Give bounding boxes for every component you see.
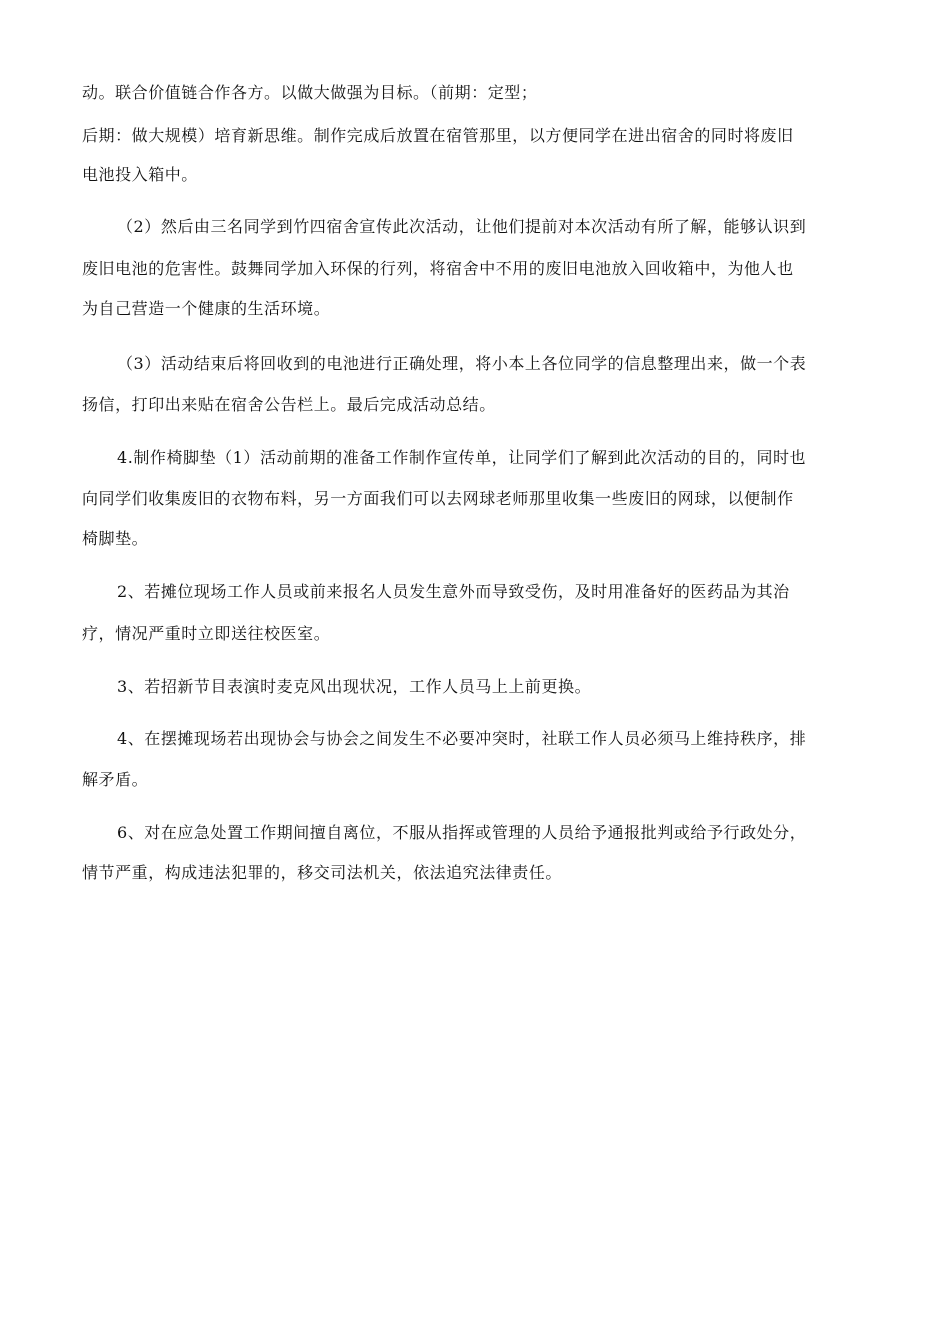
paragraph-6-line-2: 疗，情况严重时立即送往校医室。 (82, 624, 331, 643)
paragraph-6-line-1: 2、若摊位现场工作人员或前来报名人员发生意外而导致受伤，及时用准备好的医药品为其治 (117, 582, 790, 601)
paragraph-9-line-1: 6、对在应急处置工作期间擅自离位，不服从指挥或管理的人员给予通报批判或给予行政处分， (117, 823, 807, 842)
paragraph-8-line-2: 解矛盾。 (82, 770, 149, 789)
paragraph-4-line-1: （3）活动结束后将回收到的电池进行正确处理，将小本上各位同学的信息整理出来，做一个表 (117, 354, 807, 373)
paragraph-2-line-1: 后期：做大规模）培育新思维。制作完成后放置在宿管那里，以方便同学在进出宿舍的同时将废旧 (82, 126, 794, 145)
paragraph-3-line-3: 为自己营造一个健康的生活环境。 (82, 299, 331, 318)
paragraph-3-line-2: 废旧电池的危害性。鼓舞同学加入环保的行列，将宿舍中不用的废旧电池放入回收箱中，为他人也 (82, 259, 794, 278)
paragraph-3-line-1: （2）然后由三名同学到竹四宿舍宣传此次活动，让他们提前对本次活动有所了解，能够认识到 (117, 217, 807, 236)
paragraph-5-line-2: 向同学们收集废旧的衣物布料，另一方面我们可以去网球老师那里收集一些废旧的网球，以便制作 (82, 489, 794, 508)
paragraph-9-line-2: 情节严重，构成违法犯罪的，移交司法机关，依法追究法律责任。 (82, 863, 562, 882)
paragraph-4-line-2: 扬信，打印出来贴在宿舍公告栏上。最后完成活动总结。 (82, 395, 496, 414)
paragraph-7-line-1: 3、若招新节目表演时麦克风出现状况，工作人员马上上前更换。 (117, 677, 592, 696)
paragraph-8-line-1: 4、在摆摊现场若出现协会与协会之间发生不必要冲突时，社联工作人员必须马上维持秩序，排 (117, 729, 807, 748)
paragraph-2-line-2: 电池投入箱中。 (82, 165, 198, 184)
paragraph-1-line-1: 动。联合价值链合作各方。以做大做强为目标。（前期：定型； (82, 83, 538, 102)
paragraph-5-line-3: 椅脚垫。 (82, 529, 149, 548)
paragraph-5-line-1: 4.制作椅脚垫（1）活动前期的准备工作制作宣传单，让同学们了解到此次活动的目的，同时也 (117, 448, 807, 467)
